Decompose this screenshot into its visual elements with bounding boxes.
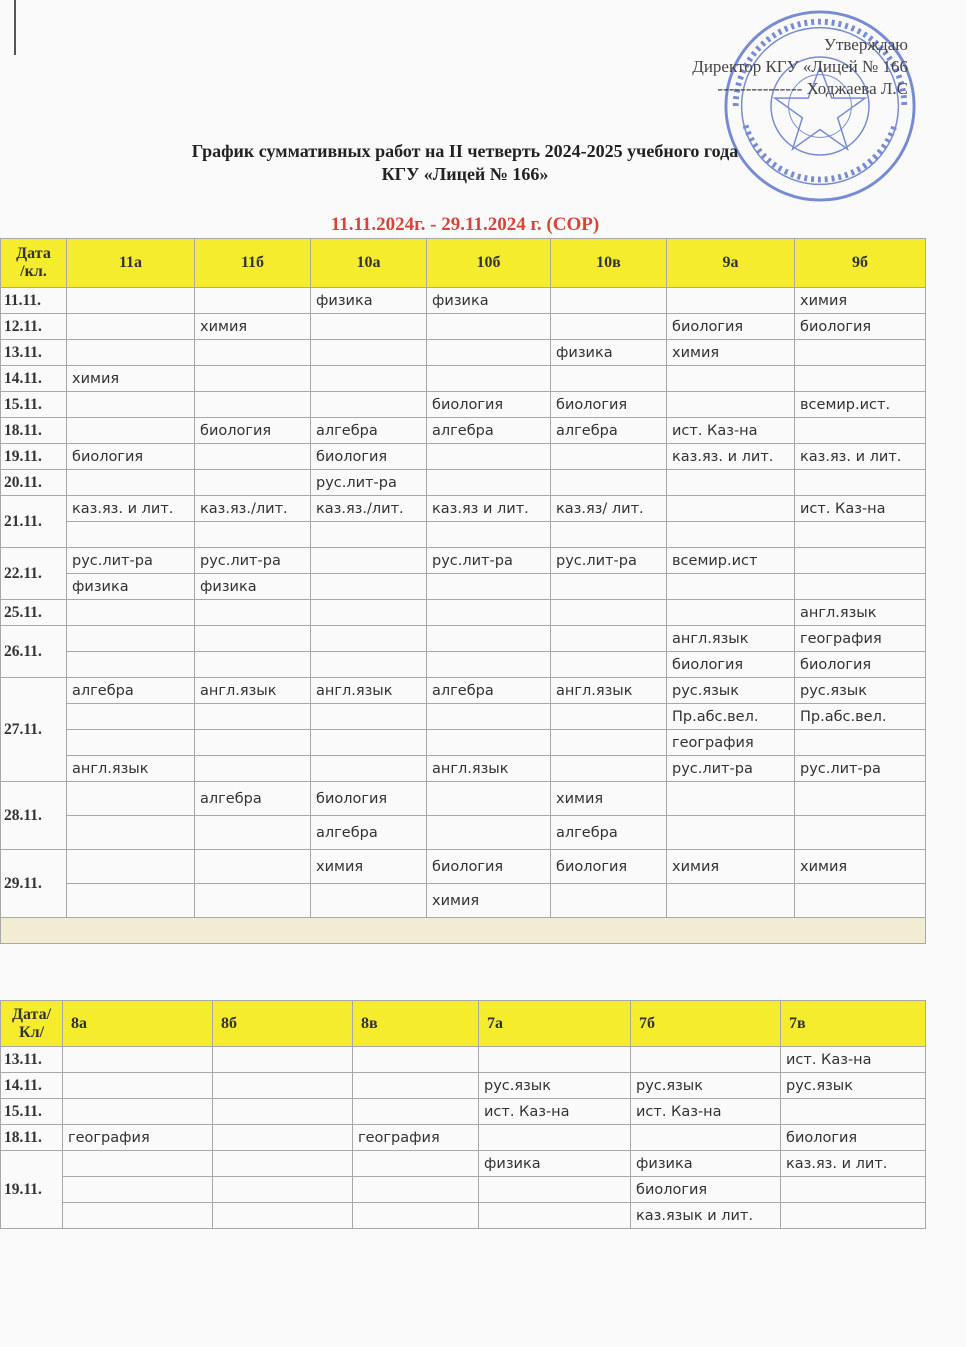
table-row bbox=[1, 522, 926, 548]
subject-cell bbox=[353, 1073, 479, 1099]
header-row bbox=[1, 239, 926, 288]
subject-cell: ист. Каз-на bbox=[631, 1099, 781, 1125]
subject-cell bbox=[195, 652, 311, 678]
subject-cell: биология bbox=[427, 850, 551, 884]
subject-cell: география bbox=[353, 1125, 479, 1151]
subject-cell: алгебра bbox=[311, 816, 427, 850]
subject-cell bbox=[195, 730, 311, 756]
subject-cell bbox=[67, 600, 195, 626]
subject-cell bbox=[667, 522, 795, 548]
subject-cell bbox=[427, 366, 551, 392]
subject-cell bbox=[67, 418, 195, 444]
subject-cell: химия bbox=[795, 288, 926, 314]
table-row bbox=[1, 574, 926, 600]
subject-cell bbox=[67, 392, 195, 418]
subject-cell bbox=[311, 392, 427, 418]
subject-cell bbox=[551, 704, 667, 730]
subject-cell bbox=[195, 470, 311, 496]
subject-cell bbox=[795, 816, 926, 850]
subject-cell bbox=[195, 288, 311, 314]
subject-cell: биология bbox=[795, 314, 926, 340]
table-row bbox=[1, 470, 926, 496]
subject-cell: рус.лит-ра bbox=[311, 470, 427, 496]
subject-cell bbox=[427, 522, 551, 548]
subject-cell bbox=[479, 1125, 631, 1151]
subject-cell: Пр.абс.вел. bbox=[667, 704, 795, 730]
subject-cell bbox=[667, 816, 795, 850]
class-column-header: 9а bbox=[667, 239, 795, 288]
subject-cell bbox=[311, 652, 427, 678]
class-column-header: 11б bbox=[195, 239, 311, 288]
subject-cell bbox=[795, 522, 926, 548]
subject-cell bbox=[781, 1099, 926, 1125]
subject-cell bbox=[213, 1203, 353, 1229]
subject-cell bbox=[427, 782, 551, 816]
document-title bbox=[0, 140, 930, 186]
subject-cell: физика bbox=[427, 288, 551, 314]
subject-cell bbox=[67, 340, 195, 366]
table-row bbox=[1, 1047, 926, 1073]
subject-cell: всемир.ист bbox=[667, 548, 795, 574]
date-cell: 22.11. bbox=[1, 548, 67, 600]
subject-cell bbox=[311, 314, 427, 340]
table-row bbox=[1, 314, 926, 340]
table-row bbox=[1, 782, 926, 816]
subject-cell bbox=[667, 782, 795, 816]
subject-cell: англ.язык bbox=[195, 678, 311, 704]
subject-cell: физика bbox=[195, 574, 311, 600]
subject-cell bbox=[213, 1073, 353, 1099]
subject-cell bbox=[67, 314, 195, 340]
subject-cell: каз.яз. и лит. bbox=[67, 496, 195, 522]
subject-cell bbox=[195, 366, 311, 392]
subject-cell bbox=[213, 1047, 353, 1073]
subject-cell bbox=[195, 756, 311, 782]
date-cell: 20.11. bbox=[1, 470, 67, 496]
subject-cell bbox=[353, 1099, 479, 1125]
subject-cell: алгебра bbox=[427, 418, 551, 444]
table-row bbox=[1, 600, 926, 626]
subject-cell: химия bbox=[195, 314, 311, 340]
subject-cell bbox=[311, 548, 427, 574]
date-header-part: Дата/ bbox=[11, 1005, 52, 1023]
subject-cell: каз.яз и лит. bbox=[427, 496, 551, 522]
subject-cell: биология bbox=[551, 392, 667, 418]
approval-line-2: Директор КГУ «Лицей № 166 bbox=[692, 57, 908, 76]
class-column-header: 7а bbox=[479, 1001, 631, 1047]
subject-cell bbox=[667, 288, 795, 314]
date-column-header bbox=[1, 239, 67, 288]
subject-cell bbox=[551, 574, 667, 600]
subject-cell bbox=[667, 574, 795, 600]
subject-cell: англ.язык bbox=[667, 626, 795, 652]
subject-cell bbox=[667, 470, 795, 496]
subject-cell bbox=[311, 730, 427, 756]
date-column-header bbox=[1, 1001, 63, 1047]
header-row bbox=[1, 1001, 926, 1047]
subject-cell bbox=[311, 600, 427, 626]
subject-cell: биология bbox=[781, 1125, 926, 1151]
subject-cell: биология bbox=[667, 652, 795, 678]
subject-cell bbox=[353, 1151, 479, 1177]
subject-cell bbox=[311, 574, 427, 600]
subject-cell bbox=[551, 444, 667, 470]
table-row bbox=[1, 1125, 926, 1151]
date-cell: 15.11. bbox=[1, 392, 67, 418]
subject-cell bbox=[551, 884, 667, 918]
subject-cell bbox=[427, 652, 551, 678]
date-header-part: Дата bbox=[16, 245, 51, 262]
date-cell: 12.11. bbox=[1, 314, 67, 340]
subject-cell bbox=[311, 366, 427, 392]
subject-cell: рус.язык bbox=[631, 1073, 781, 1099]
subject-cell bbox=[63, 1047, 213, 1073]
approval-line-1: Утверждаю bbox=[823, 35, 908, 54]
subject-cell: каз.яз/ лит. bbox=[551, 496, 667, 522]
subject-cell bbox=[551, 626, 667, 652]
subject-cell bbox=[63, 1177, 213, 1203]
subject-cell: ист. Каз-на bbox=[795, 496, 926, 522]
date-header-part: Кл/ bbox=[18, 1023, 45, 1041]
subject-cell bbox=[353, 1047, 479, 1073]
date-cell: 14.11. bbox=[1, 366, 67, 392]
subject-cell bbox=[551, 600, 667, 626]
subject-cell bbox=[311, 626, 427, 652]
subject-cell: рус.лит-ра bbox=[667, 756, 795, 782]
title-line-1: График суммативных работ на II четверть 2024-2025 учебного года bbox=[191, 141, 739, 161]
subject-cell bbox=[795, 884, 926, 918]
subject-cell: география bbox=[795, 626, 926, 652]
subject-cell: рус.язык bbox=[795, 678, 926, 704]
table-row bbox=[1, 730, 926, 756]
subject-cell: география bbox=[63, 1125, 213, 1151]
date-cell: 13.11. bbox=[1, 1047, 63, 1073]
subject-cell bbox=[63, 1203, 213, 1229]
subject-cell: каз.язык и лит. bbox=[631, 1203, 781, 1229]
table-row bbox=[1, 816, 926, 850]
subject-cell bbox=[551, 756, 667, 782]
subject-cell: химия bbox=[795, 850, 926, 884]
table-row bbox=[1, 1099, 926, 1125]
subject-cell bbox=[427, 314, 551, 340]
subject-cell: каз.яз. и лит. bbox=[795, 444, 926, 470]
date-cell: 15.11. bbox=[1, 1099, 63, 1125]
date-cell: 28.11. bbox=[1, 782, 67, 850]
class-column-header: 7б bbox=[631, 1001, 781, 1047]
subject-cell: ист. Каз-на bbox=[781, 1047, 926, 1073]
class-column-header: 10а bbox=[311, 239, 427, 288]
subject-cell bbox=[667, 496, 795, 522]
subject-cell: физика bbox=[67, 574, 195, 600]
table-row bbox=[1, 288, 926, 314]
subject-cell bbox=[63, 1151, 213, 1177]
subject-cell: химия bbox=[667, 850, 795, 884]
subject-cell: физика bbox=[479, 1151, 631, 1177]
subject-cell: ист. Каз-на bbox=[667, 418, 795, 444]
subject-cell bbox=[479, 1203, 631, 1229]
subject-cell bbox=[195, 704, 311, 730]
subject-cell bbox=[427, 600, 551, 626]
subject-cell: алгебра bbox=[67, 678, 195, 704]
subject-cell bbox=[67, 288, 195, 314]
subject-cell bbox=[195, 626, 311, 652]
subject-cell bbox=[353, 1203, 479, 1229]
subject-cell: география bbox=[667, 730, 795, 756]
subject-cell: каз.яз. и лит. bbox=[667, 444, 795, 470]
date-cell: 29.11. bbox=[1, 850, 67, 918]
subject-cell bbox=[67, 704, 195, 730]
subject-cell: каз.яз./лит. bbox=[311, 496, 427, 522]
subject-cell bbox=[195, 884, 311, 918]
subject-cell bbox=[427, 816, 551, 850]
subject-cell bbox=[551, 730, 667, 756]
subject-cell: физика bbox=[551, 340, 667, 366]
subject-cell bbox=[427, 626, 551, 652]
subject-cell: рус.лит-ра bbox=[427, 548, 551, 574]
subject-cell bbox=[781, 1177, 926, 1203]
subject-cell bbox=[195, 600, 311, 626]
subject-cell: биология bbox=[67, 444, 195, 470]
subject-cell bbox=[795, 548, 926, 574]
date-cell: 27.11. bbox=[1, 678, 67, 782]
subject-cell: ист. Каз-на bbox=[479, 1099, 631, 1125]
subject-cell bbox=[311, 340, 427, 366]
subject-cell: англ.язык bbox=[551, 678, 667, 704]
table-row bbox=[1, 366, 926, 392]
subject-cell bbox=[353, 1177, 479, 1203]
subject-cell bbox=[427, 340, 551, 366]
table-row bbox=[1, 1177, 926, 1203]
class-column-header: 8б bbox=[213, 1001, 353, 1047]
date-cell: 13.11. bbox=[1, 340, 67, 366]
blank-footer-cell bbox=[1, 918, 926, 944]
subject-cell: биология bbox=[427, 392, 551, 418]
subject-cell: биология bbox=[311, 782, 427, 816]
title-line-2: КГУ «Лицей № 166» bbox=[381, 164, 549, 184]
subject-cell: всемир.ист. bbox=[795, 392, 926, 418]
subject-cell bbox=[551, 470, 667, 496]
subject-cell: алгебра bbox=[551, 816, 667, 850]
subject-cell bbox=[781, 1203, 926, 1229]
subject-cell: биология bbox=[551, 850, 667, 884]
subject-cell bbox=[427, 704, 551, 730]
date-cell: 14.11. bbox=[1, 1073, 63, 1099]
subject-cell: рус.лит-ра bbox=[795, 756, 926, 782]
subject-cell bbox=[311, 884, 427, 918]
subject-cell: англ.язык bbox=[67, 756, 195, 782]
subject-cell bbox=[427, 574, 551, 600]
schedule-table-grades-9-11 bbox=[0, 238, 926, 944]
subject-cell bbox=[63, 1099, 213, 1125]
subject-cell bbox=[667, 600, 795, 626]
table-row bbox=[1, 1073, 926, 1099]
subject-cell bbox=[67, 470, 195, 496]
table-row bbox=[1, 418, 926, 444]
subject-cell: рус.язык bbox=[667, 678, 795, 704]
subject-cell bbox=[427, 444, 551, 470]
subject-cell bbox=[67, 850, 195, 884]
subject-cell bbox=[795, 366, 926, 392]
subject-cell bbox=[195, 392, 311, 418]
date-header-part: /кл. bbox=[20, 263, 47, 280]
subject-cell bbox=[195, 816, 311, 850]
subject-cell bbox=[795, 340, 926, 366]
table-row bbox=[1, 884, 926, 918]
subject-cell: Пр.абс.вел. bbox=[795, 704, 926, 730]
subject-cell bbox=[479, 1047, 631, 1073]
table-row bbox=[1, 496, 926, 522]
class-column-header: 8а bbox=[63, 1001, 213, 1047]
subject-cell bbox=[551, 288, 667, 314]
subject-cell bbox=[63, 1073, 213, 1099]
date-cell: 18.11. bbox=[1, 1125, 63, 1151]
table-row bbox=[1, 704, 926, 730]
subject-cell bbox=[213, 1125, 353, 1151]
subject-cell bbox=[551, 522, 667, 548]
subject-cell bbox=[551, 314, 667, 340]
class-column-header: 10б bbox=[427, 239, 551, 288]
subject-cell: рус.лит-ра bbox=[551, 548, 667, 574]
subject-cell: физика bbox=[631, 1151, 781, 1177]
table-row bbox=[1, 548, 926, 574]
period-subtitle: 11.11.2024г. - 29.11.2024 г. (СОР) bbox=[330, 214, 600, 235]
class-column-header: 8в bbox=[353, 1001, 479, 1047]
class-column-header: 10в bbox=[551, 239, 667, 288]
subject-cell bbox=[311, 756, 427, 782]
subject-cell bbox=[427, 470, 551, 496]
subject-cell bbox=[667, 392, 795, 418]
subject-cell bbox=[67, 782, 195, 816]
subject-cell: рус.язык bbox=[479, 1073, 631, 1099]
class-column-header: 7в bbox=[781, 1001, 926, 1047]
subject-cell bbox=[795, 782, 926, 816]
subject-cell: биология bbox=[311, 444, 427, 470]
table-row bbox=[1, 392, 926, 418]
subject-cell bbox=[795, 470, 926, 496]
subject-cell bbox=[667, 366, 795, 392]
subject-cell: биология bbox=[631, 1177, 781, 1203]
subject-cell bbox=[631, 1047, 781, 1073]
approval-block bbox=[692, 34, 908, 100]
subject-cell bbox=[67, 626, 195, 652]
date-cell: 18.11. bbox=[1, 418, 67, 444]
subject-cell: каз.яз./лит. bbox=[195, 496, 311, 522]
subject-cell: каз.яз. и лит. bbox=[781, 1151, 926, 1177]
subject-cell: алгебра bbox=[551, 418, 667, 444]
table-row bbox=[1, 652, 926, 678]
subject-cell bbox=[311, 704, 427, 730]
table-row bbox=[1, 626, 926, 652]
table-row bbox=[1, 340, 926, 366]
approval-line-3: --------------- Ходжаева Л.С bbox=[717, 79, 908, 98]
subject-cell: физика bbox=[311, 288, 427, 314]
subject-cell bbox=[551, 652, 667, 678]
subject-cell bbox=[213, 1099, 353, 1125]
subject-cell: биология bbox=[667, 314, 795, 340]
subject-cell bbox=[213, 1177, 353, 1203]
class-column-header: 11а bbox=[67, 239, 195, 288]
date-cell: 19.11. bbox=[1, 444, 67, 470]
schedule-table-grades-7-8 bbox=[0, 1000, 926, 1229]
subject-cell: химия bbox=[67, 366, 195, 392]
subject-cell bbox=[195, 522, 311, 548]
table-row bbox=[1, 756, 926, 782]
subject-cell: химия bbox=[427, 884, 551, 918]
subject-cell bbox=[551, 366, 667, 392]
date-cell: 26.11. bbox=[1, 626, 67, 678]
subject-cell: рус.лит-ра bbox=[195, 548, 311, 574]
subject-cell: англ.язык bbox=[311, 678, 427, 704]
table-row bbox=[1, 850, 926, 884]
subject-cell: биология bbox=[195, 418, 311, 444]
table-row bbox=[1, 1203, 926, 1229]
subject-cell bbox=[795, 418, 926, 444]
table-row bbox=[1, 1151, 926, 1177]
class-column-header: 9б bbox=[795, 239, 926, 288]
table-footer-row bbox=[1, 918, 926, 944]
table-row bbox=[1, 678, 926, 704]
page-edge-line bbox=[14, 0, 16, 55]
subject-cell bbox=[67, 522, 195, 548]
subject-cell bbox=[67, 730, 195, 756]
subject-cell bbox=[427, 730, 551, 756]
subject-cell: англ.язык bbox=[427, 756, 551, 782]
subject-cell: алгебра bbox=[311, 418, 427, 444]
subject-cell bbox=[631, 1125, 781, 1151]
subject-cell: алгебра bbox=[195, 782, 311, 816]
subject-cell bbox=[213, 1151, 353, 1177]
subject-cell bbox=[795, 730, 926, 756]
subject-cell bbox=[67, 652, 195, 678]
table-row bbox=[1, 444, 926, 470]
subject-cell: рус.лит-ра bbox=[67, 548, 195, 574]
subject-cell: химия bbox=[551, 782, 667, 816]
subject-cell bbox=[195, 850, 311, 884]
subject-cell: биология bbox=[795, 652, 926, 678]
subject-cell: химия bbox=[311, 850, 427, 884]
subject-cell bbox=[67, 816, 195, 850]
date-cell: 21.11. bbox=[1, 496, 67, 548]
subject-cell: алгебра bbox=[427, 678, 551, 704]
subject-cell: химия bbox=[667, 340, 795, 366]
subject-cell bbox=[195, 444, 311, 470]
date-cell: 25.11. bbox=[1, 600, 67, 626]
subject-cell: рус.язык bbox=[781, 1073, 926, 1099]
subject-cell bbox=[667, 884, 795, 918]
subject-cell bbox=[479, 1177, 631, 1203]
subject-cell bbox=[795, 574, 926, 600]
subject-cell bbox=[311, 522, 427, 548]
subject-cell: англ.язык bbox=[795, 600, 926, 626]
date-cell: 11.11. bbox=[1, 288, 67, 314]
subject-cell bbox=[67, 884, 195, 918]
date-cell: 19.11. bbox=[1, 1151, 63, 1229]
subject-cell bbox=[195, 340, 311, 366]
